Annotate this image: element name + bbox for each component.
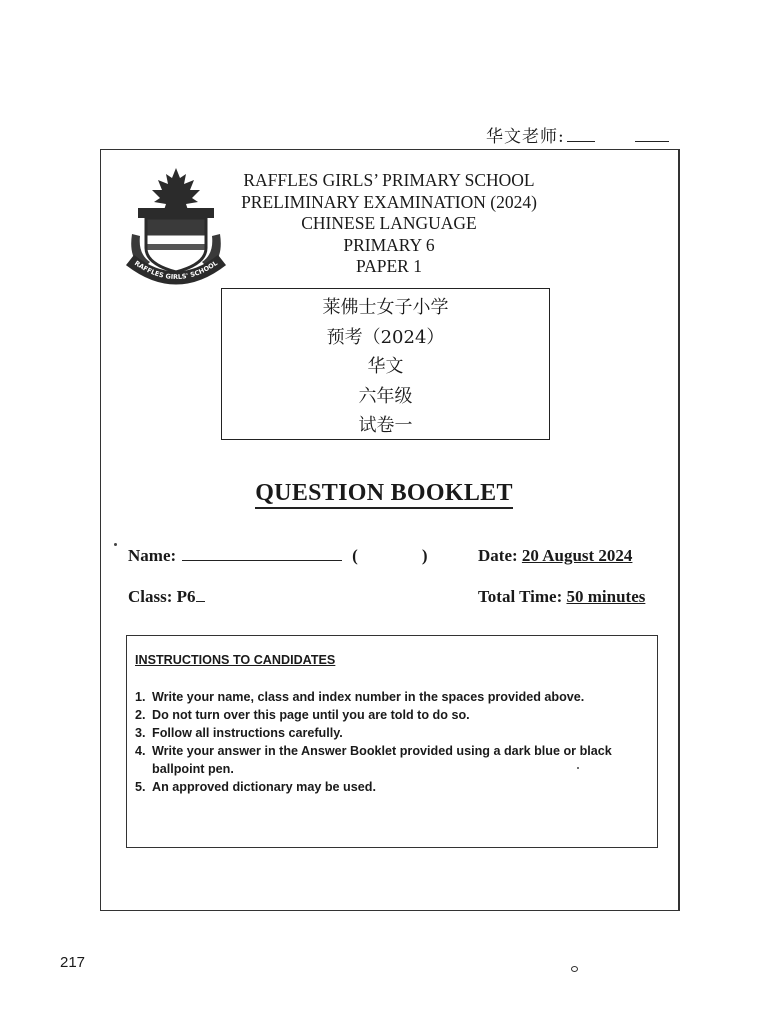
instructions-heading: INSTRUCTIONS TO CANDIDATES — [135, 653, 336, 667]
scan-speck — [571, 966, 578, 972]
instruction-item: 1. Write your name, class and index number in the spaces provided above. — [135, 690, 585, 704]
chinese-school-name: 莱佛士女子小学 — [322, 297, 449, 318]
name-blank[interactable] — [182, 546, 342, 561]
instruction-item: 5. An approved dictionary may be used. — [135, 780, 376, 794]
level-name: PRIMARY 6 — [343, 234, 435, 255]
school-crest-icon — [124, 164, 228, 288]
paper-name: PAPER 1 — [356, 256, 422, 276]
date-field — [478, 546, 632, 566]
class-field — [128, 587, 205, 607]
page-number: 217 — [60, 954, 86, 971]
date-label: Date: — [478, 546, 518, 565]
scan-speck — [577, 767, 579, 769]
instruction-item: 2. Do not turn over this page until you are told to do so. — [135, 708, 470, 722]
class-label: Class: P6 — [128, 587, 196, 606]
chinese-header-box — [221, 288, 550, 440]
teacher-blank-1 — [567, 129, 595, 142]
instructions-list — [135, 688, 655, 796]
subject-name: CHINESE LANGUAGE — [301, 213, 477, 233]
date-value: 20 August 2024 — [521, 546, 633, 565]
english-header — [230, 170, 548, 278]
exam-name: PRELIMINARY EXAMINATION (2024) — [241, 191, 537, 212]
instructions-box — [126, 635, 658, 848]
index-close-paren: ) — [421, 546, 428, 565]
total-time-field — [478, 587, 645, 607]
crest-motto: RAFFLES GIRLS' SCHOOL — [132, 259, 220, 282]
instruction-item: 3. Follow all instructions carefully. — [135, 726, 343, 740]
class-blank[interactable] — [196, 587, 205, 602]
name-field — [128, 546, 428, 566]
index-open-paren: ( — [352, 546, 358, 565]
booklet-title-text: QUESTION BOOKLET — [255, 480, 513, 509]
instruction-item: 4. Write your answer in the Answer Booklet provided using a dark blue or black ballpoint pen. — [135, 744, 612, 776]
booklet-title — [0, 480, 768, 507]
school-name: RAFFLES GIRLS’ PRIMARY SCHOOL — [243, 170, 535, 190]
chinese-level: 六年级 — [358, 385, 413, 407]
teacher-blank-2 — [635, 129, 669, 142]
chinese-paper: 试卷一 — [358, 415, 413, 436]
total-time-value: 50 minutes — [566, 587, 646, 606]
teacher-name-line — [486, 122, 669, 147]
teacher-label: 华文老师: — [486, 127, 565, 147]
scan-speck — [114, 543, 117, 546]
chinese-exam-name: 预考（2024） — [326, 326, 445, 348]
name-label: Name: — [128, 546, 177, 565]
total-time-label: Total Time: — [478, 587, 563, 606]
chinese-subject: 华文 — [367, 356, 404, 377]
